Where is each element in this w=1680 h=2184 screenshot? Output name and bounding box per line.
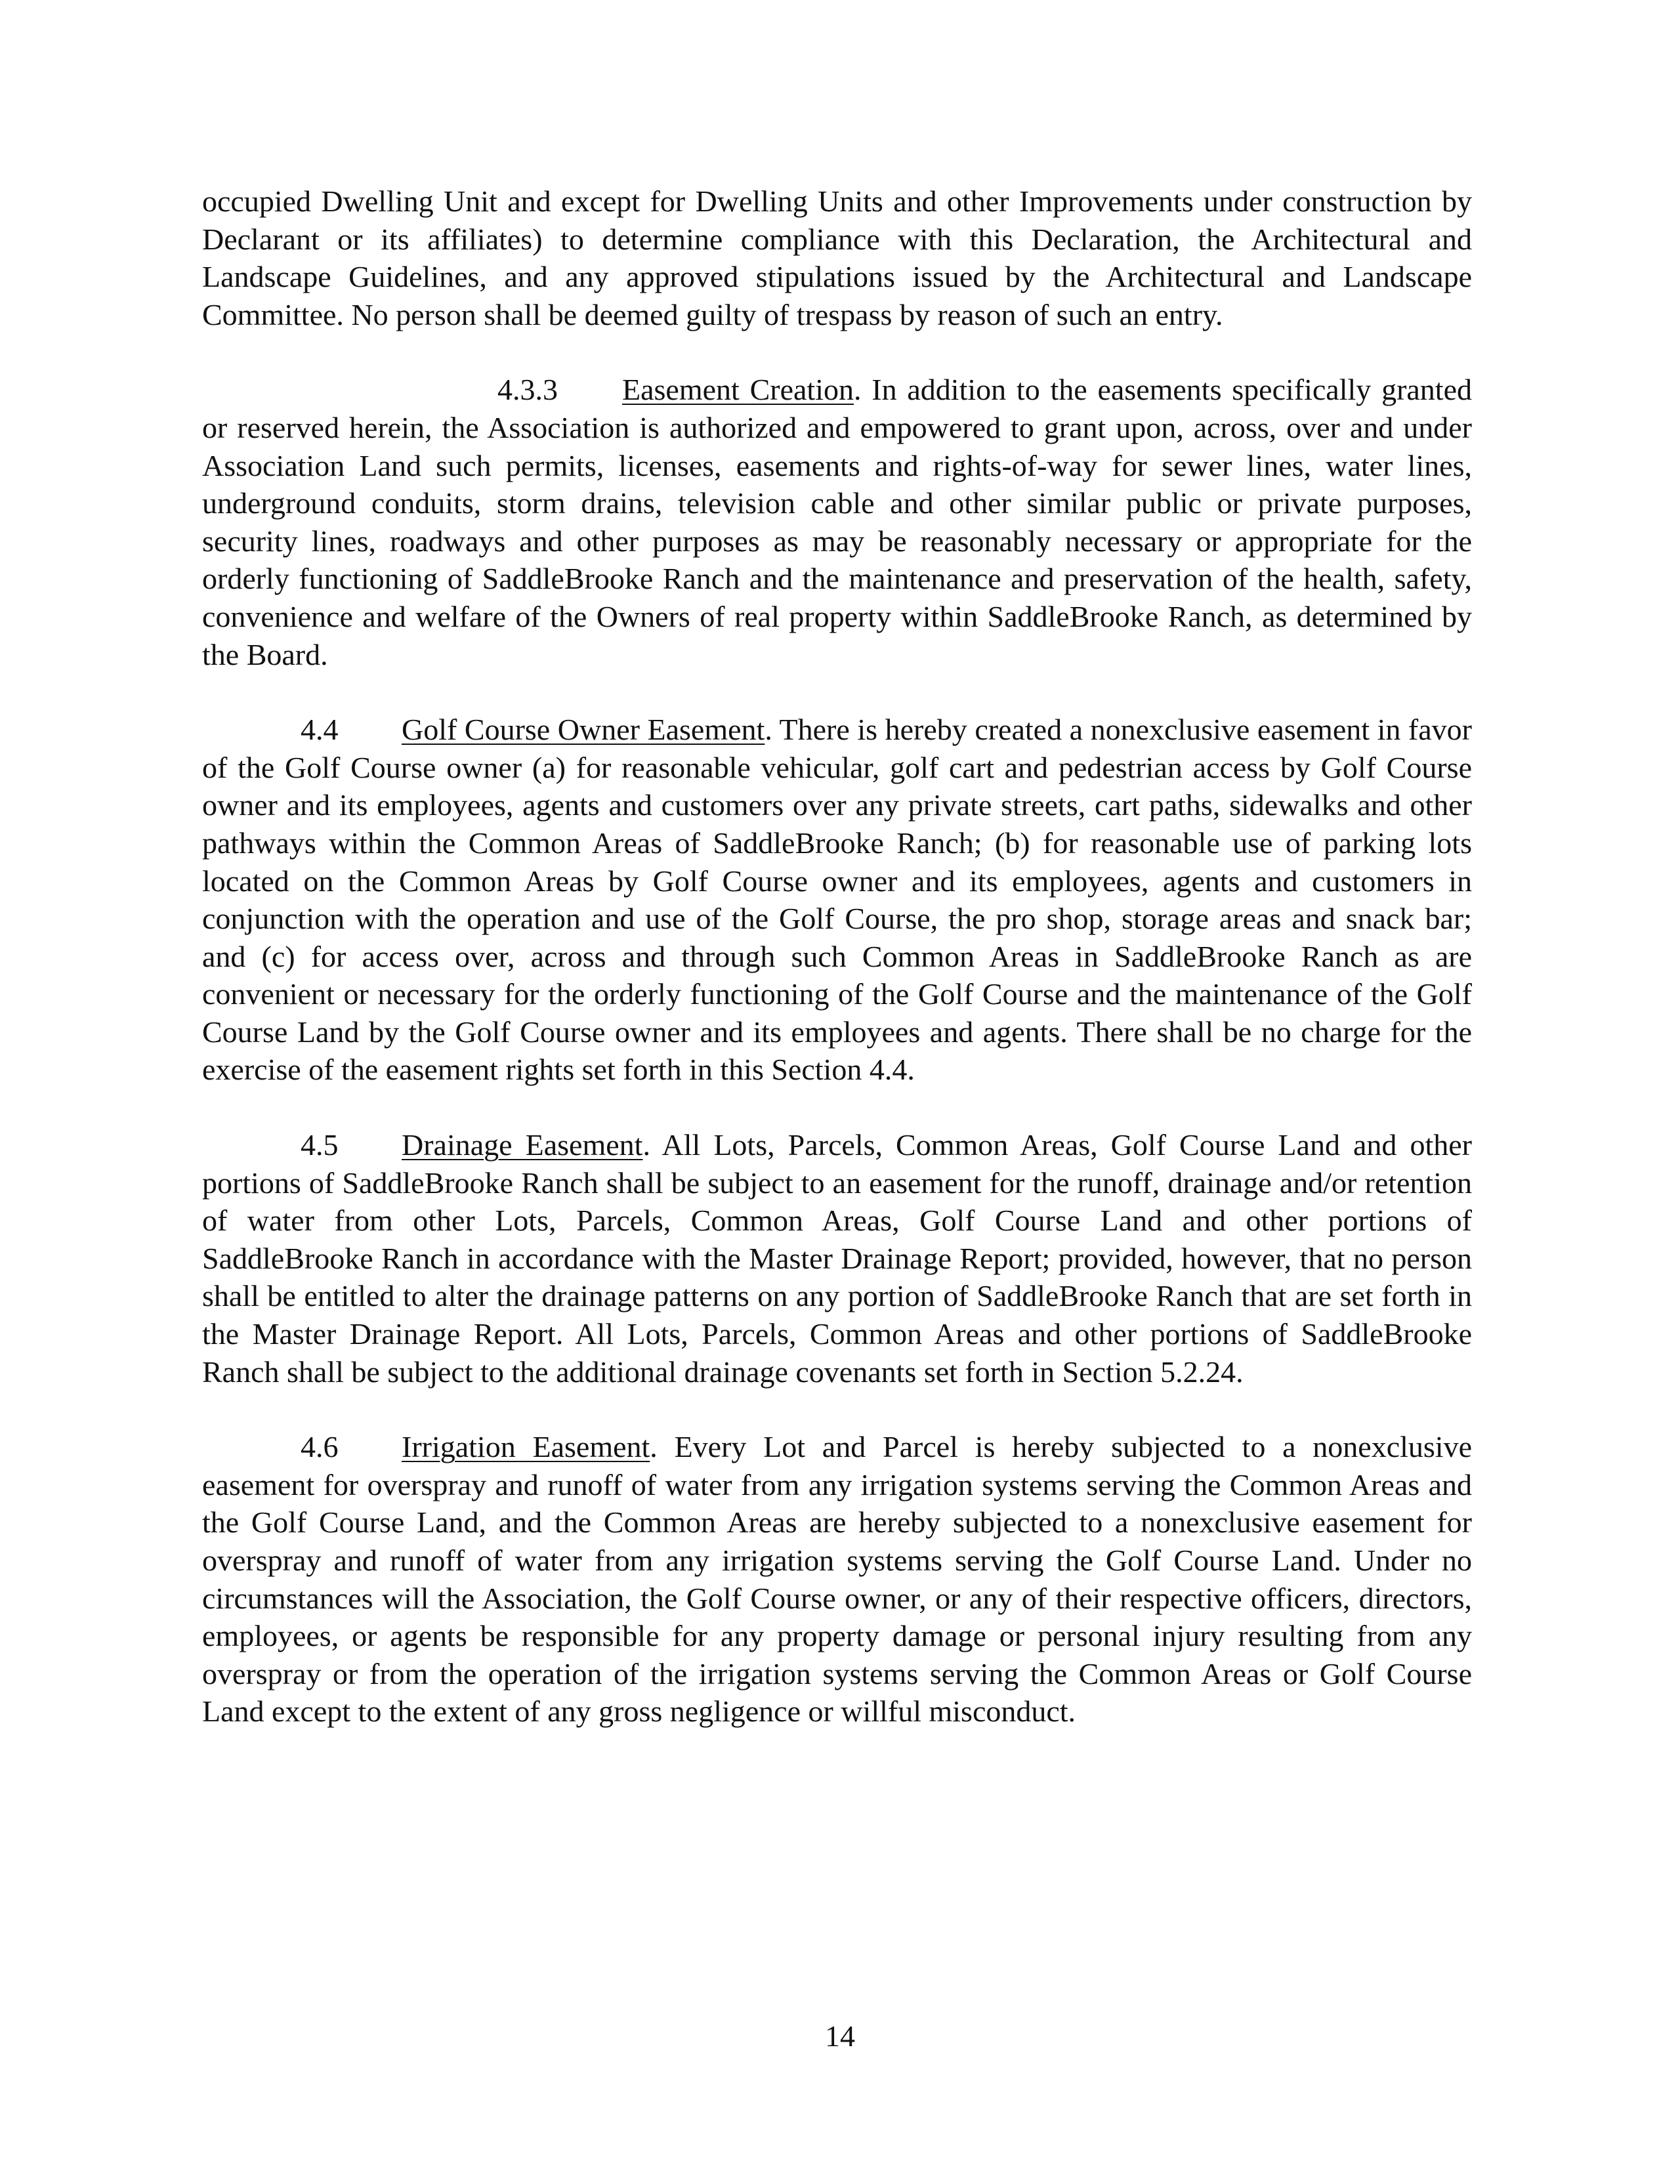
section-4-3-3 [202,371,1472,673]
paragraph-continuation [202,182,1472,333]
paragraph-text: . All Lots, Parcels, Common Areas, Golf Course Land and other portions of SaddleBrooke Ranch shall be subject to an easement for the runoff, drainage and/or retention of water from other Lots, Parcels, Common Areas, Golf Course Land and other portions of SaddleBrooke Ranch in accordance with the Master Drainage Report; provided, however, that no person shall be entitled to alter the drainage patterns on any portion of SaddleBrooke Ranch that are set forth in the Master Drainage Report. All Lots, Parcels, Common Areas and other portions of SaddleBrooke Ranch shall be subject to the additional drainage covenants set forth in Section 5.2.24. [202,1128,1472,1389]
section-heading: Irrigation Easement [402,1430,650,1464]
paragraph-text: . Every Lot and Parcel is hereby subjected to a nonexclusive easement for overspray and runoff of water from any irrigation systems serving the Common Areas and the Golf Course Land, and the Common Areas are hereby subjected to a nonexclusive easement for overspray and runoff of water from any irrigation systems serving the Golf Course Land. Under no circumstances will the Association, the Golf Course owner, or any of their respective officers, directors, employees, or agents be responsible for any property damage or personal injury resulting from any overspray or from the operation of the irrigation systems serving the Common Areas or Golf Course Land except to the extent of any gross negligence or willful misconduct. [202,1430,1472,1729]
paragraph-text: occupied Dwelling Unit and except for Dwelling Units and other Improvements under construction by Declarant or its affiliates) to determine compliance with this Declaration, the Architectural and Landscape Guidelines, and any approved stipulations issued by the Architectural and Landscape Committee. No person shall be deemed guilty of trespass by reason of such an entry. [202,184,1472,331]
section-4-4 [202,711,1472,1089]
section-number: 4.4 [301,713,339,747]
section-heading: Drainage Easement [402,1128,643,1162]
section-4-5 [202,1126,1472,1391]
page-number: 14 [825,2019,855,2053]
section-number: 4.3.3 [497,373,558,407]
section-number: 4.6 [301,1430,339,1464]
paragraph-text: . There is hereby created a nonexclusive easement in favor of the Golf Course owner (a) for reasonable vehicular, golf cart and pedestrian access by Golf Course owner and its employees, agents and customers over any private streets, cart paths, sidewalks and other pathways within the Common Areas of SaddleBrooke Ranch; (b) for reasonable use of parking lots located on the Common Areas by Golf Course owner and its employees, agents and customers in conjunction with the operation and use of the Golf Course, the pro shop, storage areas and snack bar; and (c) for access over, across and through such Common Areas in SaddleBrooke Ranch as are convenient or necessary for the orderly functioning of the Golf Course and the maintenance of the Golf Course Land by the Golf Course owner and its employees and agents. There shall be no charge for the exercise of the easement rights set forth in this Section 4.4. [202,713,1472,1087]
section-heading: Easement Creation [622,373,854,407]
section-heading: Golf Course Owner Easement [402,713,765,747]
document-page [202,182,1472,1768]
section-number: 4.5 [301,1128,339,1162]
paragraph-text: . In addition to the easements specifically granted or reserved herein, the Association is authorized and empowered to grant upon, across, over and under Association Land such permits, licenses, easements and rights-of-way for sewer lines, water lines, underground conduits, storm drains, television cable and other similar public or private purposes, security lines, roadways and other purposes as may be reasonably necessary or appropriate for the orderly functioning of SaddleBrooke Ranch and the maintenance and preservation of the health, safety, convenience and welfare of the Owners of real property within SaddleBrooke Ranch, as determined by the Board. [202,373,1472,671]
section-4-6 [202,1428,1472,1731]
